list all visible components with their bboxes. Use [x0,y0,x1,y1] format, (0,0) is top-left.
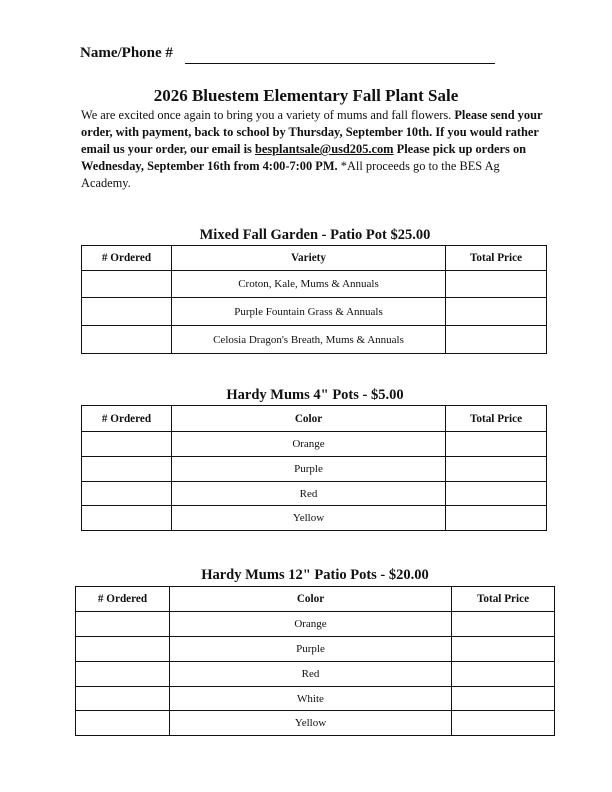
column-header-total-price: Total Price [446,406,547,432]
column-header-color: Color [170,587,452,612]
ordered-cell[interactable] [82,506,172,531]
ordered-cell[interactable] [76,662,170,687]
table-row [76,711,555,736]
color-cell: Orange [172,432,446,457]
name-phone-blank[interactable] [185,63,495,64]
color-cell: Purple [172,457,446,482]
total-price-cell[interactable] [446,506,547,531]
order-table-hardy-mums-12 [75,586,555,736]
table-row [82,482,547,506]
table-header-row [76,587,555,612]
table-row [76,637,555,662]
column-header-ordered: # Ordered [76,587,170,612]
total-price-cell[interactable] [452,662,555,687]
intro-deadline-text: Please send your order, with payment, back to school by Thursday, September 10th. If you would rather email us your order, our email is [81,108,543,156]
order-table-hardy-mums-4 [81,405,547,531]
ordered-cell[interactable] [82,482,172,506]
total-price-cell[interactable] [446,432,547,457]
variety-cell: Croton, Kale, Mums & Annuals [172,271,446,298]
variety-cell: Purple Fountain Grass & Annuals [172,298,446,326]
order-table-mixed-fall-garden [81,245,547,354]
table-row [82,326,547,354]
total-price-cell[interactable] [452,687,555,711]
total-price-cell[interactable] [446,457,547,482]
column-header-color: Color [172,406,446,432]
total-price-cell[interactable] [452,637,555,662]
column-header-total-price: Total Price [446,246,547,271]
ordered-cell[interactable] [82,457,172,482]
column-header-variety: Variety [172,246,446,271]
ordered-cell[interactable] [76,711,170,736]
ordered-cell[interactable] [82,432,172,457]
table-row [82,457,547,482]
table-row [82,432,547,457]
total-price-cell[interactable] [446,271,547,298]
section-title-hardy-mums-12: Hardy Mums 12" Patio Pots - $20.00 [201,567,429,583]
ordered-cell[interactable] [82,326,172,354]
name-phone-label: Name/Phone # [80,45,173,61]
color-cell: Orange [170,612,452,637]
table-row [82,506,547,531]
total-price-cell[interactable] [452,711,555,736]
ordered-cell[interactable] [76,612,170,637]
table-row [76,687,555,711]
section-title-hardy-mums-4: Hardy Mums 4" Pots - $5.00 [226,387,404,403]
section-title-mixed-fall-garden: Mixed Fall Garden - Patio Pot $25.00 [199,227,431,243]
variety-cell: Celosia Dragon's Breath, Mums & Annuals [172,326,446,354]
intro-pickup-text: Please pick up orders on Wednesday, September 16th from 4:00-7:00 PM. [81,142,527,173]
email-link[interactable]: besplantsale@usd205.com [254,142,394,156]
intro-text: We are excited once again to bring you a variety of mums and fall flowers. [81,108,452,122]
column-header-ordered: # Ordered [82,406,172,432]
color-cell: Yellow [170,711,452,736]
intro-paragraph [81,107,551,192]
color-cell: Yellow [172,506,446,531]
total-price-cell[interactable] [446,482,547,506]
color-cell: Red [170,662,452,687]
total-price-cell[interactable] [452,612,555,637]
ordered-cell[interactable] [76,687,170,711]
table-row [82,298,547,326]
table-header-row [82,406,547,432]
ordered-cell[interactable] [82,271,172,298]
ordered-cell[interactable] [76,637,170,662]
total-price-cell[interactable] [446,326,547,354]
table-row [82,271,547,298]
column-header-ordered: # Ordered [82,246,172,271]
intro-proceeds-text: *All proceeds go to the BES Ag Academy. [81,159,500,190]
table-header-row [82,246,547,271]
column-header-total-price: Total Price [452,587,555,612]
page-title: 2026 Bluestem Elementary Fall Plant Sale [153,86,459,105]
ordered-cell[interactable] [82,298,172,326]
table-row [76,612,555,637]
color-cell: White [170,687,452,711]
table-row [76,662,555,687]
color-cell: Purple [170,637,452,662]
total-price-cell[interactable] [446,298,547,326]
color-cell: Red [172,482,446,506]
